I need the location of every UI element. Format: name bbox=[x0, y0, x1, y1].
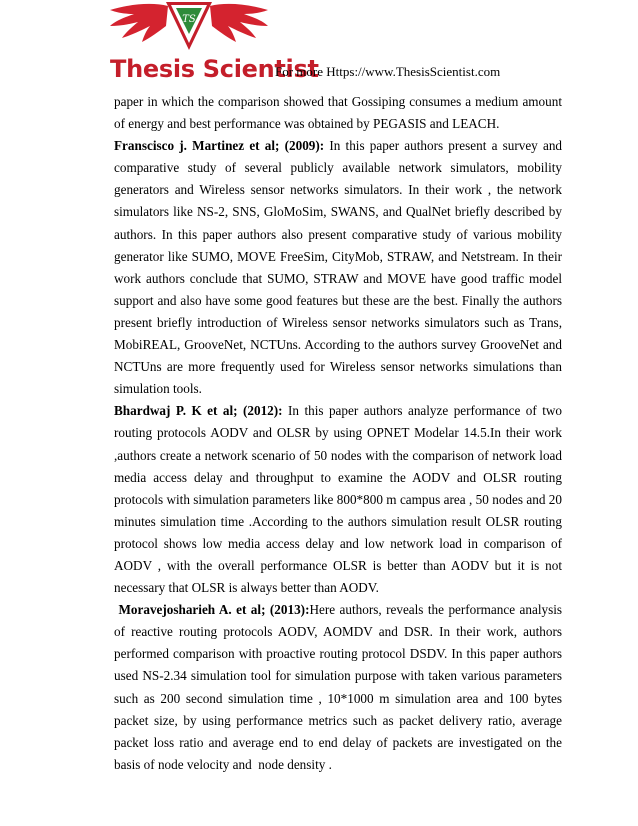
reference-author: Moravejosharieh A. et al; (2013): bbox=[114, 602, 310, 618]
paragraph bbox=[114, 400, 562, 599]
article-body bbox=[114, 91, 566, 776]
left-wing-icon bbox=[110, 4, 168, 42]
brand-name: Thesis Scientist bbox=[110, 55, 319, 83]
paragraph-text: paper in which the comparison showed that Gossiping consumes a medium amount of energy and best performance was obtained by PEGASIS and LEACH. bbox=[114, 94, 562, 132]
logo-letters: TS bbox=[182, 14, 196, 25]
reference-author: Bhardwaj P. K et al; (2012): bbox=[114, 403, 283, 419]
paragraph bbox=[114, 599, 566, 776]
paragraph bbox=[114, 135, 562, 400]
reference-author: Franscisco j. Martinez et al; (2009): bbox=[114, 138, 325, 154]
paragraph bbox=[114, 91, 562, 135]
paragraph-text: In this paper authors present a survey and comparative study of several publicly available network simulators, mobility generators and Wireless sensor networks simulators. In their work , the network simulators like NS-2, SNS, GloMoSim, SWANS, and QualNet briefly described by authors. In this paper authors also present comparative study of various mobility generator like SUMO, MOVE FreeSim, CityMob, STRAW, and Netstream. In their work authors conclude that SUMO, STRAW and MOVE have good traffic model support and also have some good features but these are the best. Finally the authors present briefly introduction of Wireless sensor networks simulators such as Trans, MobiREAL, GrooveNet, NCTUns. According to the authors survey GrooveNet and NCTUns are more frequently used for Wireless sensor networks simulations than simulation tools. bbox=[114, 138, 563, 397]
shield-emblem-icon bbox=[166, 2, 212, 50]
site-link[interactable]: For more Https://www.ThesisScientist.com bbox=[275, 64, 501, 79]
right-wing-icon bbox=[210, 4, 268, 42]
paragraph-text: In this paper authors analyze performance of two routing protocols AODV and OLSR by using OPNET Modelar 14.5.In their work ,authors create a network scenario of 50 nodes with the comparison of network load media access delay and throughput to examine the AODV and OLSR routing protocols with simulation parameters like 800*800 m campus area , 50 nodes and 20 minutes simulation time .According to the authors simulation result OLSR routing protocol shows low media access delay and low network load in comparison of AODV , with the overall performance OLSR is better than AODV but it is not necessary that OLSR is always better than AODV. bbox=[114, 403, 562, 596]
paragraph-text: Here authors, reveals the performance analysis of reactive routing protocols AODV, AOMDV and DSR. In their work, authors performed comparison with proactive routing protocol DSDV. In this paper authors used NS-2.34 simulation tool for simulation purpose with taken various parameters such as 200 second simulation time , 10*1000 m simulation area and 100 bytes packet size, by using performance metrics such as packet delivery ratio, average packet loss ratio and average end to end delay of packets are investigated on the basis of node velocity and node density . bbox=[114, 602, 566, 772]
